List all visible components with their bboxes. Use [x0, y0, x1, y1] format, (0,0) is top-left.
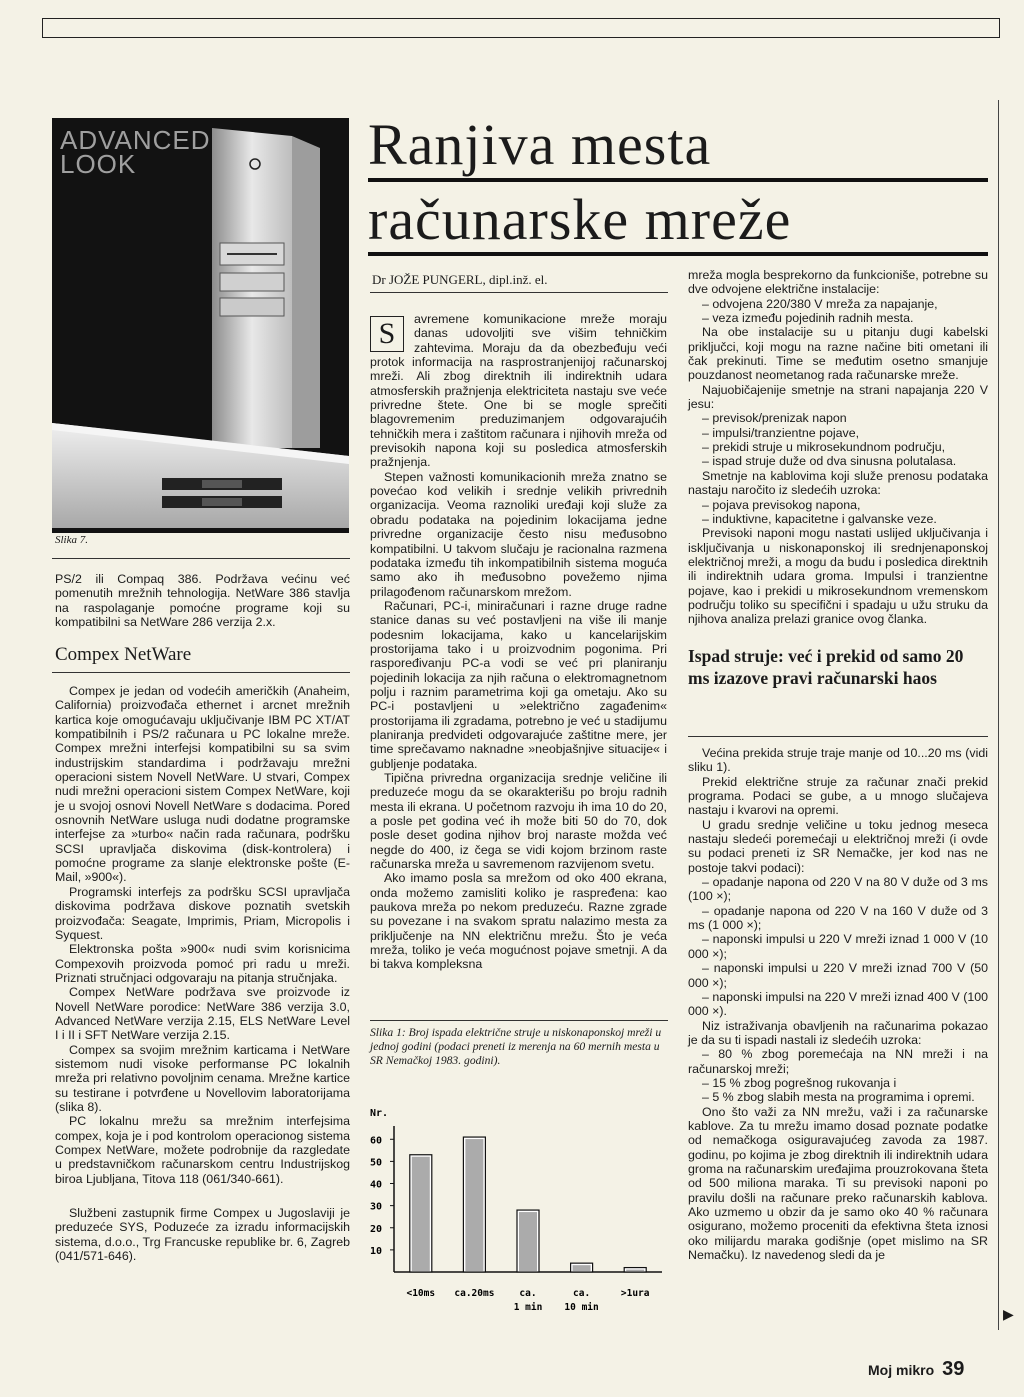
paragraph: Compex sa svojim mrežnim karticama i NetWare sistemom nudi visoke performanse PC lokalnih mreža pri relativno povoljnim cenama. Mrežne kartice su testirane i potvrđene u Novellovim laboratorijama (slika 8). — [55, 1042, 350, 1114]
y-tick-label: 10 — [370, 1245, 383, 1257]
computer-tower-photo — [52, 118, 349, 533]
x-category-label: ca. 1 min — [513, 1288, 543, 1313]
paragraph: Najuobičajenije smetnje na strani napajanja 220 V jesu: — [688, 382, 988, 412]
paragraph: Prekid električne struje za računar znači prekid programa. Podaci se gube, a u mnogo slučajeva nastaju i kvarovi na opremi. — [688, 774, 988, 818]
drop-cap-space — [370, 312, 414, 352]
right-column-top — [688, 268, 988, 627]
intro-paragraph: PS/2 ili Compaq 386. Podržava većinu već pomenutih mrežnih tehnologija. NetWare 386 stavlja na raspolaganje pomoćne programe koji su kompatibilni sa NetWare 286 verzija 2.x. — [55, 572, 350, 630]
photo-rule — [52, 558, 350, 559]
paragraph: – naponski impulsi u 220 V mreži iznad 1 000 V (10 000 ×); — [688, 932, 988, 961]
x-category-label: >1ura — [620, 1288, 650, 1299]
drop-cap: S — [370, 316, 404, 352]
left-column-body — [55, 684, 350, 1263]
paragraph: – pojava previsokog napona, — [702, 497, 861, 512]
paragraph: Računari, PC-i, miniračunari i razne druge radne stanice danas su već postavljeni na više ili manje podesnim lokacijama, kako u kancelarijskim prostorijama tako i u proizvodnim pogonima. Pri raspoređivanju PC-a vodi se već pri planiranju pojedinih lokacija za njih računa o elektromagnetnom polju i raznim parametrima koji ga ometaju. Ako su PC-i postavljeni u »električno zagađenim« prostorijama ili zgradama, potrebno je već u stadijumu planiranja predvideti odgovarajuće zaštitne mere, jer time sprečavamo naknadne »neobjašnjive situacije« i gubljenje podataka. — [370, 598, 667, 771]
middle-column-body — [370, 312, 667, 972]
x-category-label: <10ms — [406, 1288, 436, 1299]
paragraph: – naponski impulsi u 220 V mreži iznad 700 V (50 000 ×); — [688, 961, 988, 990]
paragraph: Tipična privredna organizacija srednje veličine ili preduzeće mogu da se okarakterišu po broju radnih mesta ili ekrana. U početnom razvoju ih ima 10 do 20, a posle pet godina već ih može biti 50 do 70, dok posle deset godina njihov broj naraste možda već negde do 400, iz čega se vidi kojom brzinom raste računarska mreža u savremenom razvijenom svetu. — [370, 771, 667, 872]
chart-ylabel: Nr. — [370, 1108, 389, 1119]
paragraph: Compex NetWare podržava sve proizvode iz Novell NetWare porodice: NetWare 386 verzija 3.0, Advanced NetWare verzija 2.15, ELS NetWare Level I i II i SFT NetWare verzija 2.15. — [55, 985, 350, 1043]
paragraph: – induktivne, kapacitetne i galvanske veze. — [702, 511, 937, 526]
magazine-name: Moj mikro — [868, 1362, 935, 1378]
paragraph: PC lokalnu mrežu sa mrežnim interfejsima compex, koja je i pod kontrolom operacionog sistema Compex NetWare, možete podrobnije da razgledate u predstavničkom računarskom centru Industrijskog biroa Ljubljana, Titova 118 (061/340-661). — [55, 1114, 350, 1186]
computer-tower-illustration — [52, 118, 349, 533]
paragraph: – 80 % zbog poremećaja na NN mreži i na računarskoj mreži; — [688, 1047, 988, 1076]
bar-fill — [573, 1265, 591, 1272]
paragraph: Službeni zastupnik firme Compex u Jugoslaviji je preduzeće SYS, Poduzeće za izradu informacijskih sistema, d.o.o., Trg Francuske republike br. 6, Zagreb (041/571-646). — [55, 1206, 350, 1264]
paragraph: Na obe instalacije su u pitanju dugi kabelski priključci, koji mogu na razne načine biti ometani ili čak prekinuti. Time se međutim osetno smanjuje pouzdanost neometanog rada računarske mreže. — [688, 325, 988, 383]
chart-top-rule — [370, 1020, 668, 1021]
title-rule-2 — [368, 252, 988, 256]
paragraph: mreža mogla besprekorno da funkcioniše, potrebne su dve odvojene električne instalacije: — [688, 268, 988, 297]
y-tick-label: 20 — [370, 1223, 383, 1235]
first-paragraph — [370, 312, 667, 470]
paragraph: – odvojena 220/380 V mreža za napajanje, — [702, 296, 938, 311]
bar-fill — [412, 1157, 430, 1272]
author-byline: Dr JOŽE PUNGERL, dipl.inž. el. — [372, 272, 548, 287]
right-subhead-rule — [688, 736, 988, 737]
paragraph: – 5 % zbog slabih mesta na programima i opremi. — [702, 1090, 975, 1105]
photo-caption: Slika 7. — [55, 534, 88, 546]
continue-arrow-icon: ▶ — [1003, 1306, 1014, 1322]
chart-caption: Slika 1: Broj ispada električne struje u niskonaponskoj mreži u jednoj godini (podaci preneti iz merenja na 60 mernih mesta u SR Nemačkoj 1983. godini). — [370, 1026, 662, 1067]
page-footer — [868, 1358, 964, 1381]
paragraph: Ono što važi za NN mrežu, važi i za računarske kablove. Za tu mrežu imamo dosad poznate podatke od nemačkoga osiguravajućeg zavoda za 1987. godinu, po kojima je zbog direktnih ili indirektnih udara groma na računarskim uređajima prouzrokovana šteta od 500 miliona maraka. Ti su previsoki naponi po pravilu došli na računare preko računarskih kablova. Ako uzmemo u obzir da je samo oko 40 % računara osigurano, možemo proceniti da efektivna šteta iznosi oko milijardu maraka godišnje (opet mislimo na SR Nemačku). Iz navedenog sledi da je — [688, 1104, 988, 1263]
page-number: 39 — [942, 1358, 965, 1380]
right-column-bottom — [688, 746, 988, 1262]
paragraph: Compex je jedan od vodećih američkih (Anaheim, California) proizvođača ethernet i arcnet mrežnih kartica koje omogućavaju uključivanje IBM PC XT/AT kompatibilnih i PS/2 računara u PC lokalne mreže. Compex mrežni interfejsi kompatibilni su sa svim industrijskim standardima i podržavaju mrežni operacioni sistem Novell NetWare. U stvari, Compex nudi mrežni operacioni sistem Compex NetWare, koji je u svojoj osnovi Novell NetWare s dodacima. Pored osnovnih NetWare usluga nudi dodatne programske interfejse za »turbo« način rada računara, podršku SCSI upravljača diskovima (disk-kontrolera) i pomoćne programe za slanje elektronske pošte (E-Mail, »900«). — [55, 684, 350, 885]
right-frame — [998, 100, 999, 1330]
y-tick-label: 30 — [370, 1201, 383, 1213]
bar-fill — [626, 1270, 644, 1272]
section-heading-power-outage: Ispad struje: već i prekid od samo 20 ms izazove pravi računarski haos — [688, 646, 964, 688]
paragraph: – veza između pojedinih radnih mesta. — [702, 311, 914, 326]
title-rule-1 — [368, 178, 988, 182]
paragraph: – impulsi/tranzientne pojave, — [702, 425, 860, 440]
first-paragraph-text: avremene komunikacione mreže moraju danas udovoljiti sve višim tehničkim zahtevima. Moraju da da obezbeđuju veći protok informacija na rasprostranjenijoj računarskoj mreži. Ali zbog direktnih ili indirektnih udara atmosferskih pražnjenja elektriciteta nastaju sve veće privredne štete. One bi se mogle sprečiti blagovremenim preduzimanjem odgovarajućih tehničkih mera i zaštitom računara i njihovih mreža od previsokih napona koji su posledica atmosferskih pražnjenja. — [370, 312, 667, 470]
left-intro — [55, 572, 350, 629]
paragraph: Smetnje na kablovima koji služe prenosu podataka nastaju naročito iz sledećih uzroka: — [688, 468, 988, 498]
top-frame — [42, 18, 1000, 38]
paragraph: Ako imamo posla sa mrežom od oko 400 ekrana, onda možemo zamisliti koliko je raspređena: kao paukova mreža po nekom preduzeću. Razne zgrade su povezane i na svakom spratu nalazimo mesta za priključenje na NN električnu mrežu. Što je veća mreža, toliko je veća mogućnost pojave smetnji. A da bi takva kompleksna — [370, 871, 667, 972]
paragraph: – prekidi struje u mikrosekundnom području, — [702, 440, 946, 455]
y-tick-label: 60 — [370, 1135, 383, 1147]
paragraph: U gradu srednje veličine u toku jednog meseca nastaju sledeći poremećaji u električnoj mreži (i ovde su podaci preneti iz SR Nemačke, jer kod nas ne postoje takvi podaci): — [688, 817, 988, 875]
paragraph: Većina prekida struje traje manje od 10...20 ms (vidi sliku 1). — [688, 746, 988, 775]
article-title-line1: Ranjiva mesta — [368, 112, 712, 177]
paragraph: Elektronska pošta »900« nudi svim korisnicima Compexovih proizvoda pomoć pri radu u mreži. Priznati stručnjaci odgovaraju na pitanja stručnjaka. — [55, 942, 350, 985]
photo-overlay-text: ADVANCED LOOK — [60, 125, 211, 179]
x-category-label: ca. 10 min — [564, 1288, 599, 1313]
y-tick-label: 50 — [370, 1157, 383, 1169]
x-category-label: ca.20ms — [454, 1288, 495, 1299]
y-tick-label: 40 — [370, 1179, 383, 1191]
subhead-rule — [52, 672, 350, 673]
paragraph: Niz istraživanja obavljenih na računarima pokazao je da su ti ispadi nastali iz sledećih uzroka: — [688, 1018, 988, 1047]
bar-fill — [465, 1139, 483, 1272]
paragraph: – opadanje napona od 220 V na 160 V duže od 3 ms (1 000 ×); — [688, 903, 988, 933]
paragraph: – naponski impulsi na 220 V mreži iznad 400 V (100 000 ×). — [688, 989, 988, 1019]
paragraph: – 15 % zbog pogrešnog rukovanja i — [702, 1075, 897, 1090]
paragraph: – opadanje napona od 220 V na 80 V duže od 3 ms (100 ×); — [688, 875, 988, 904]
paragraph: Programski interfejs za podršku SCSI upravljača diskovima podržava diskove poznatih svetskih proizvođača: Seagate, Imprimis, Priam, Micropolis i Syquest. — [55, 884, 350, 942]
bar-fill — [519, 1212, 537, 1272]
byline-rule — [370, 292, 668, 293]
section-heading-compex: Compex NetWare — [55, 644, 192, 665]
paragraph: Previsoki naponi mogu nastati uslijed uključivanja i isključivanja u niskonaponskoj ili srednjenaponskoj električnoj mreži, a mogu da budu i posledica direktnih ili indirektnih udara groma. Impulsi i tranzientne pojave, kao i prekidi u mikrosekundnom vremenskom području toliko su specifični i spadaju u užu struku da njihova analiza prelazi granice ovog članka. — [688, 526, 988, 627]
paragraph: Stepen važnosti komunikacionih mreža znatno se povećao kod velikih i srednje velikih privrednih organizacija. Veoma raznoliki uređaji koji služe za obradu podataka na pojedinim lokacijama jedne privredne organizacije često nisu međusobno kompatibilni. U takvom slučaju je racionalna razmena podataka između tih inkompatibilnih sistema moguća samo ako ih međusobno povežemo njima prilagođenom računarskom mrežom. — [370, 469, 667, 599]
outage-bar-chart — [362, 1096, 672, 1324]
article-title-line2: računarske mreže — [368, 187, 792, 252]
paragraph: – ispad struje duže od dva sinusna polutalasa. — [702, 454, 957, 469]
paragraph: – previsok/prenizak napon — [702, 411, 847, 426]
